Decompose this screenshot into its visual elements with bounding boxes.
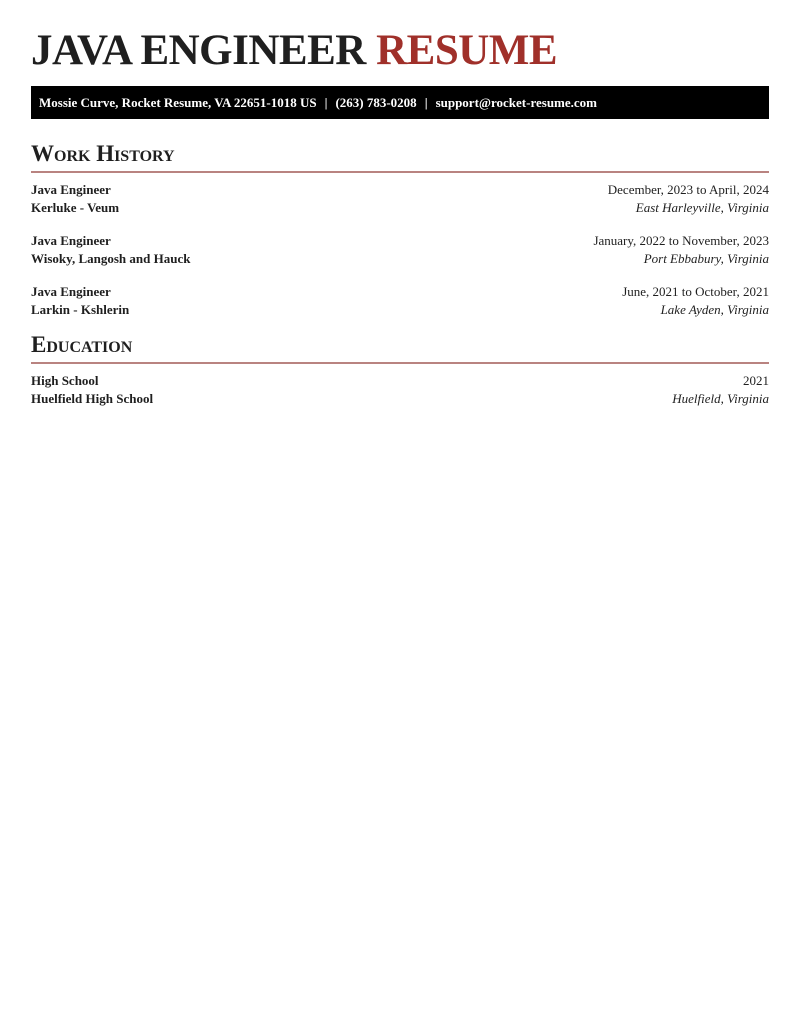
job-title: Java Engineer — [31, 284, 111, 299]
job-dates: December, 2023 to April, 2024 — [607, 182, 769, 197]
contact-phone: (263) 783-0208 — [335, 95, 417, 110]
job-location: East Harleyville, Virginia — [635, 200, 769, 215]
job-location: Port Ebbabury, Virginia — [643, 251, 769, 266]
job-title: Java Engineer — [31, 233, 111, 248]
company: Kerluke - Veum — [31, 200, 120, 215]
job-location: Lake Ayden, Virginia — [660, 302, 769, 317]
title-main: JAVA ENGINEER — [31, 27, 366, 74]
job-title: Java Engineer — [31, 182, 111, 197]
company: Wisoky, Langosh and Hauck — [31, 251, 191, 266]
title-accent: RESUME — [376, 27, 558, 74]
work-entry — [31, 232, 769, 268]
contact-bar — [31, 86, 769, 119]
section-divider — [31, 171, 769, 173]
degree: High School — [31, 373, 99, 388]
contact-address: Mossie Curve, Rocket Resume, VA 22651-1018 US — [39, 95, 317, 110]
education-entry — [31, 372, 769, 408]
contact-email: support@rocket-resume.com — [435, 95, 598, 110]
job-dates: June, 2021 to October, 2021 — [622, 284, 769, 299]
job-dates: January, 2022 to November, 2023 — [593, 233, 769, 248]
school-location: Huelfield, Virginia — [672, 391, 769, 406]
education-heading: Education — [31, 332, 133, 357]
work-entry — [31, 283, 769, 319]
separator: | — [424, 95, 428, 110]
school: Huelfield High School — [31, 391, 154, 406]
education-year: 2021 — [743, 373, 769, 388]
work-entry — [31, 181, 769, 217]
company: Larkin - Kshlerin — [31, 302, 130, 317]
resume-title — [31, 26, 557, 76]
work-history-heading: Work History — [31, 141, 175, 166]
section-divider — [31, 362, 769, 364]
separator: | — [324, 95, 328, 110]
